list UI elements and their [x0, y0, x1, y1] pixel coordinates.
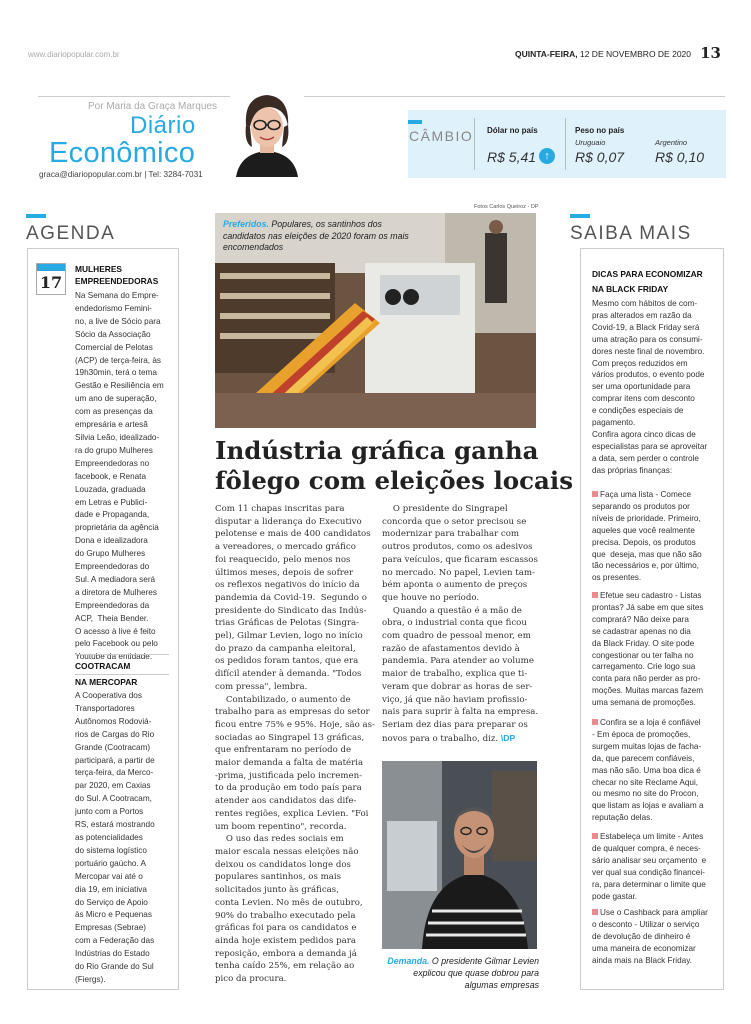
- dateline: [515, 49, 691, 59]
- weekday: QUINTA-FEIRA,: [514, 49, 578, 59]
- saiba-tip-5: Use o Cashback para ampliar o desconto - Utilizar o serviço de devolução de dinheiro é uma maneira de economizar ainda mais na Black Friday.: [592, 908, 708, 965]
- saiba-tip-2: Efetue seu cadastro - Listas prontas? Já sabe em que sites comprará? Não deixe para se cadastrar apenas no dia da Black Friday. O site pode congestionar ou ter falha no carregamento. Crie logo sua conta para não perder as pro- moções. Muitas marcas fazem uma semana de promoções.: [592, 591, 704, 708]
- agenda-day: 17: [39, 273, 63, 292]
- column-brand-line1: Diário: [130, 112, 196, 139]
- saiba-tip-1: Faça uma lista - Comece separando os produtos por níveis de prioridade. Primeiro, aqueles que você realmente precisa. Depois, os produtos que deseja, mas que não são tão necessários e, por último, os presentes.: [592, 490, 702, 583]
- saiba-title: SAIBA MAIS: [570, 223, 692, 244]
- bullet-icon: [592, 491, 598, 497]
- column-brand-line2: Econômico: [49, 137, 196, 169]
- saiba-tip-4: Estabeleça um limite - Antes de qualquer compra, é neces- sário analisar seu orçamento e ver qual sua condição financei- ra, para determinar o limite que pode gastar.: [592, 832, 707, 901]
- agenda-item1-title: MULHERES EMPREENDEDORAS: [75, 264, 159, 286]
- saiba-accent-bar: [570, 214, 590, 218]
- exchange-accent-bar: [408, 120, 422, 124]
- up-arrow-icon: ↑: [539, 148, 555, 164]
- agenda-item1-body: Na Semana do Empre- endedorismo Femini- no, a live de Sócio para Sócio da Associação Comercial de Pelotas (ACP) de terça-feira, às 19h30min, terá o tema Gestão e Resiliência em um ano de superação, com as presenças da empresária e artesã Silvia Leão, idealizado- ra do grupo Mulheres Empreendedoras no facebook, e Renata Louzada, graduada em Letras e Publici- dade e Propaganda, proprietária da agência Dona e idealizadora do Grupo Mulheres Empreendedoras do Sul. A mediadora será a diretora de Mulheres Empreendedoras da ACP, Theia Bender. O acesso à live é feito pelo Facebook ou pelo Youtube da entidade.: [75, 291, 164, 662]
- agenda-accent-bar: [26, 214, 46, 218]
- top-divider: [38, 96, 725, 97]
- page-number: 13: [700, 44, 721, 62]
- agenda-title: AGENDA: [26, 223, 116, 244]
- photo1-caption: Preferidos. Populares, os santinhos dos candidatos nas eleições de 2020 foram os mais encomendados: [223, 219, 409, 252]
- exchange-divider: [474, 118, 475, 170]
- agenda-item2-subtitle: NA MERCOPAR: [75, 677, 138, 687]
- peso-ar-label: Argentino: [655, 138, 688, 147]
- peso-uy-label: Uruguaio: [575, 138, 606, 147]
- portrait-photo: [382, 761, 537, 949]
- saiba-intro: Mesmo com hábitos de com- pras alterados em razão da Covid-19, a Black Friday será uma atração para os consumi- dores neste final de novembro. Com preços reduzidos em vários produtos, o evento pode ser uma oportunidade para comprar itens com desconto e condições especiais de pagamento. Confira agora cinco dicas de especialistas para se aproveitar a data, sem perder o controle das próprias finanças:: [592, 299, 708, 475]
- saiba-tip-3: Confira se a loja é confiável - Em época de promoções, surgem muitas lojas de facha- da, que parecem confiáveis, mas não são. Uma boa dica é checar no site Reclame Aqui, ou mesmo no site do Procon, que listam as lojas e avaliam a reputação delas.: [592, 718, 704, 823]
- bullet-icon: [592, 719, 598, 725]
- photo-credit: Fotos Carlos Queiroz - DP: [474, 204, 539, 210]
- peso-uy-value: R$ 0,07: [575, 149, 625, 165]
- column-contact: graca@diariopopular.com.br | Tel: 3284-7031: [39, 170, 203, 179]
- agenda-item2-body: A Cooperativa dos Transportadores Autônomos Rodoviá- rios de Cargas do Rio Grande (Cootracam) participará, a partir de terça-feira, da Merco- par 2020, em Caxias do Sul. A Cootracam, junto com a Portos RS, estará mostrando as potencialidades do sistema logístico portuário gaúcho. A Mercopar vai até o dia 19, em iniciativa do Serviço de Apoio às Micro e Pequenas Empresas (Sebrae) com a Federação das Indústrias do Estado do Rio Grande do Sul (Fiergs).: [75, 691, 155, 984]
- agenda-divider: [75, 654, 169, 655]
- article-headline: Indústria gráfica ganha fôlego com eleições locais: [215, 436, 573, 495]
- exchange-title: CÂMBIO: [409, 128, 474, 144]
- agenda-divider: [75, 674, 169, 675]
- bullet-icon: [592, 909, 598, 915]
- bullet-icon: [592, 833, 598, 839]
- dp-signoff: \DP: [500, 732, 516, 743]
- site-url: www.diariopopular.com.br: [28, 50, 120, 59]
- peso-ar-value: R$ 0,10: [655, 149, 705, 165]
- peso-label: Peso no país: [575, 126, 625, 135]
- agenda-item2-title: COOTRACAM: [75, 661, 131, 671]
- saiba-heading: DICAS PARA ECONOMIZAR NA BLACK FRIDAY: [592, 269, 703, 294]
- article-column-2: O presidente do Singrapel concorda que o setor precisou se modernizar para trabalhar com outros produtos, como os adesivos para veículos, que ficaram escassos no mercado. No papel, Levien tam- bém aponta o aumento de preços que houve no período. Quando a questão é a mão de obra, o industrial conta que ficou com quadro de pessoal menor, em razão de afastamentos devido à pandemia. Para atender ao volume maior de trabalho, explica que ti- veram que dobrar as horas de ser- viço, já que não haviam profissio- nais para suprir à falta na empresa. Seriam dez dias para preparar os novos para o trabalho, diz. \DP: [382, 504, 539, 744]
- article-column-1: Com 11 chapas inscritas para disputar a liderança do Executivo pelotense e mais de 400 candidatos a vereadores, o mercado gráfico foi reaquecido, pelo menos nos últimos meses, depois de sofrer os reflexos negativos do início da pandemia da Covid-19. Segundo o presidente do Sindicato das Indús- trias Gráficas de Pelotas (Singra- pel), Gilmar Levien, logo no início do prazo da campanha eleitoral, os pedidos foram tantos, que era difícil atender à demanda. "Todos com pressa", lembra. Contabilizado, o aumento de trabalho para as empresas do setor ficou entre 75% e 95%. Hoje, são as- sociadas ao Singrapel 13 gráficas, que enfrentaram no período de maior demanda a falta de matéria -prima, justificada pelo incremen- to da produção em todo país para atender aos candidatos das dife- rentes regiões, explica Levien. "Foi um boom repentino", recorda. O uso das redes sociais em maior escala nessas eleições não deixou os candidatos longe dos populares santinhos, os mais solicitados junto às gráficas, conta Levien. No mês de outubro, 90% do trabalho executado pela gráficas foi para os candidatos e ainda hoje existem pedidos para reposição, embora a demanda já tenha caído 25%, em relação ao pico da procura.: [215, 504, 375, 985]
- date: 12 DE NOVEMBRO DE 2020: [579, 49, 691, 59]
- dollar-label: Dólar no país: [487, 126, 538, 135]
- bullet-icon: [592, 592, 598, 598]
- calendar-icon: [36, 263, 66, 295]
- dollar-value: R$ 5,41: [487, 149, 537, 165]
- columnist-portrait: [230, 87, 304, 177]
- column-byline: Por Maria da Graça Marques: [88, 101, 217, 112]
- photo2-caption: Demanda. O presidente Gilmar Levien explicou que quase dobrou para algumas empresas: [387, 956, 539, 990]
- exchange-divider: [565, 118, 566, 170]
